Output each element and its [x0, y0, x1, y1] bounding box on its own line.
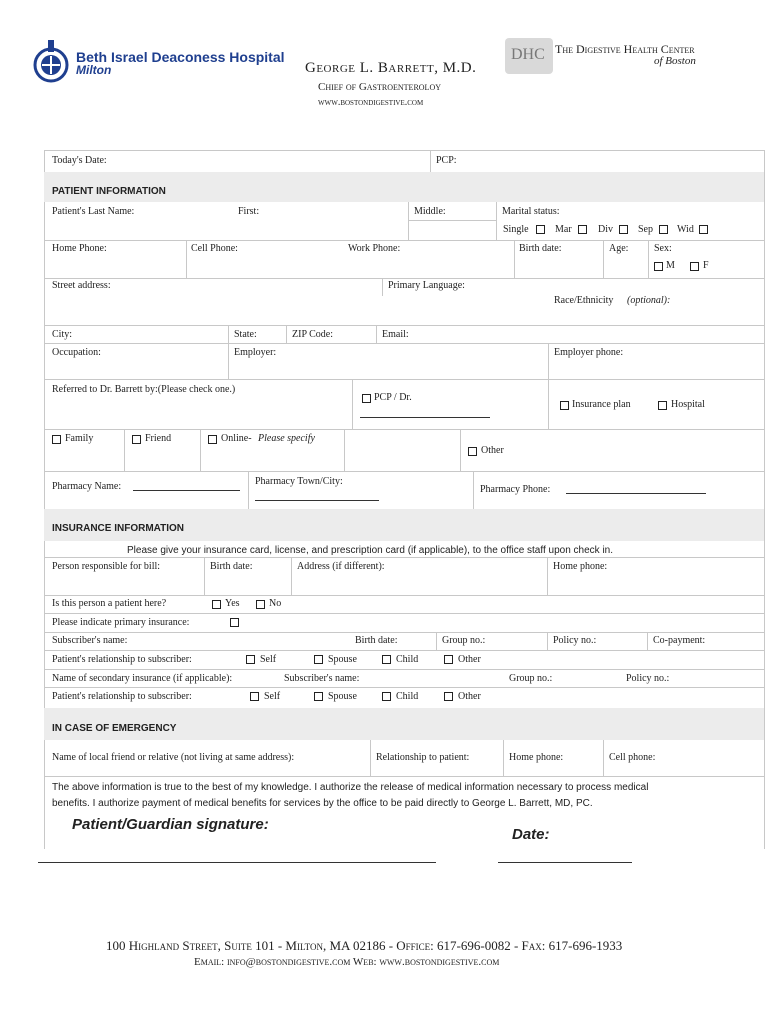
referred-label: Referred to Dr. Barrett by:(Please check one.): [52, 384, 236, 395]
secondary-group-label: Group no.:: [509, 673, 553, 684]
secondary-policy-label: Policy no.:: [626, 673, 670, 684]
married-checkbox[interactable]: [578, 225, 587, 234]
date-line[interactable]: [498, 862, 632, 863]
hospital-name: Beth Israel Deaconess Hospital: [76, 49, 285, 65]
is-patient-yes-checkbox[interactable]: [212, 600, 221, 609]
cell-phone-label: Cell Phone:: [191, 243, 238, 254]
date-label: Date:: [512, 826, 550, 843]
rel2-other-checkbox[interactable]: [444, 692, 453, 701]
responsible-birth-label: Birth date:: [210, 561, 253, 572]
primary-insurance-label: Please indicate primary insurance:: [52, 617, 190, 628]
rel2-child-checkbox[interactable]: [382, 692, 391, 701]
relationship-label: Patient's relationship to subscriber:: [52, 654, 192, 665]
work-phone-label: Work Phone:: [348, 243, 401, 254]
race-optional: (optional):: [627, 295, 671, 306]
emergency-cell-phone-label: Cell phone:: [609, 752, 656, 763]
birth-date-label: Birth date:: [519, 243, 562, 254]
primary-language-label: Primary Language:: [388, 280, 465, 291]
signature-label: Patient/Guardian signature:: [72, 816, 269, 833]
zip-label: ZIP Code:: [292, 329, 334, 340]
single-checkbox[interactable]: [536, 225, 545, 234]
copay-label: Co-payment:: [653, 635, 706, 646]
pharmacy-name-line[interactable]: [133, 490, 240, 491]
sex-male-checkbox[interactable]: [654, 262, 663, 271]
local-contact-label: Name of local friend or relative (not living at same address):: [52, 752, 295, 763]
responsible-home-phone-label: Home phone:: [553, 561, 608, 572]
policy-no-label: Policy no.:: [553, 635, 597, 646]
address-label: Address (if different):: [297, 561, 385, 572]
marital-status-label: Marital status:: [502, 206, 560, 217]
rel-self-checkbox[interactable]: [246, 655, 255, 664]
sex-label: Sex:: [654, 243, 672, 254]
pharmacy-name-label: Pharmacy Name:: [52, 481, 122, 492]
age-label: Age:: [609, 243, 629, 254]
subscriber-name-label: Subscriber's name:: [52, 635, 128, 646]
widowed-checkbox[interactable]: [699, 225, 708, 234]
group-no-label: Group no.:: [442, 635, 486, 646]
insurance-info-heading: INSURANCE INFORMATION: [52, 523, 185, 534]
city-label: City:: [52, 329, 73, 340]
friend-checkbox[interactable]: [132, 435, 141, 444]
middle-name-label: Middle:: [414, 206, 446, 217]
emergency-home-phone-label: Home phone:: [509, 752, 564, 763]
occupation-label: Occupation:: [52, 347, 101, 358]
center-name: The Digestive Health Center: [555, 42, 695, 56]
footer-address: 100 Highland Street, Suite 101 - Milton, MA 02186 - Office: 617-696-0082 - Fax: 617-696-1933: [106, 938, 623, 953]
website: www.bostondigestive.com: [318, 97, 424, 108]
rel2-spouse-checkbox[interactable]: [314, 692, 323, 701]
center-sub: of Boston: [654, 55, 696, 67]
pcp-dr-line[interactable]: [360, 417, 490, 418]
rel-other-checkbox[interactable]: [444, 655, 453, 664]
online-specify: Please specify: [258, 433, 315, 444]
secondary-insurance-label: Name of secondary insurance (if applicable):: [52, 673, 233, 684]
pharmacy-phone-line[interactable]: [566, 493, 706, 494]
pcp-label: PCP:: [436, 155, 457, 166]
separated-checkbox[interactable]: [659, 225, 668, 234]
pharmacy-city-line[interactable]: [255, 500, 379, 501]
hospital-sub: Milton: [76, 63, 112, 77]
patient-info-heading: PATIENT INFORMATION: [52, 186, 166, 197]
sex-female-checkbox[interactable]: [690, 262, 699, 271]
employer-label: Employer:: [234, 347, 277, 358]
responsible-label: Person responsible for bill:: [52, 561, 161, 572]
street-address-label: Street address:: [52, 280, 111, 291]
other-referral-checkbox[interactable]: [468, 447, 477, 456]
consent-line2: benefits. I authorize payment of medical benefits for services by the office to be paid directly to George L. Barrett, MD, PC.: [52, 798, 593, 809]
emergency-heading: IN CASE OF EMERGENCY: [52, 723, 177, 734]
rel-child-checkbox[interactable]: [382, 655, 391, 664]
center-logo: DHC: [505, 38, 553, 74]
employer-phone-label: Employer phone:: [554, 347, 624, 358]
divorced-checkbox[interactable]: [619, 225, 628, 234]
email-label: Email:: [382, 329, 409, 340]
doctor-name: George L. Barrett, M.D.: [305, 60, 477, 76]
hospital-logo-icon: [32, 38, 70, 84]
pharmacy-city-label: Pharmacy Town/City:: [255, 476, 343, 487]
is-patient-label: Is this person a patient here?: [52, 598, 167, 609]
insurance-instructions: Please give your insurance card, license, and prescription card (if applicable), to the office staff upon check in.: [127, 545, 614, 556]
primary-insurance-checkbox[interactable]: [230, 618, 239, 627]
hospital-checkbox[interactable]: [658, 401, 667, 410]
rel2-self-checkbox[interactable]: [250, 692, 259, 701]
rel-spouse-checkbox[interactable]: [314, 655, 323, 664]
is-patient-no-checkbox[interactable]: [256, 600, 265, 609]
signature-line[interactable]: [38, 862, 436, 863]
consent-line1: The above information is true to the best of my knowledge. I authorize the release of medical information necessary to process medical: [52, 782, 649, 793]
doctor-title: Chief of Gastroenteroloy: [318, 81, 442, 93]
todays-date-label: Today's Date:: [52, 155, 107, 166]
race-label: Race/Ethnicity: [554, 295, 614, 306]
secondary-subscriber-label: Subscriber's name:: [284, 673, 360, 684]
family-checkbox[interactable]: [52, 435, 61, 444]
state-label: State:: [234, 329, 257, 340]
home-phone-label: Home Phone:: [52, 243, 107, 254]
relationship-to-patient-label: Relationship to patient:: [376, 752, 470, 763]
pharmacy-phone-label: Pharmacy Phone:: [480, 484, 551, 495]
online-checkbox[interactable]: [208, 435, 217, 444]
first-name-label: First:: [238, 206, 260, 217]
insurance-plan-checkbox[interactable]: [560, 401, 569, 410]
last-name-label: Patient's Last Name:: [52, 206, 135, 217]
relationship2-label: Patient's relationship to subscriber:: [52, 691, 192, 702]
footer-contact: Email: info@bostondigestive.com Web: www.bostondigestive.com: [194, 956, 500, 968]
subscriber-birth-label: Birth date:: [355, 635, 398, 646]
pcp-dr-checkbox[interactable]: [362, 394, 371, 403]
